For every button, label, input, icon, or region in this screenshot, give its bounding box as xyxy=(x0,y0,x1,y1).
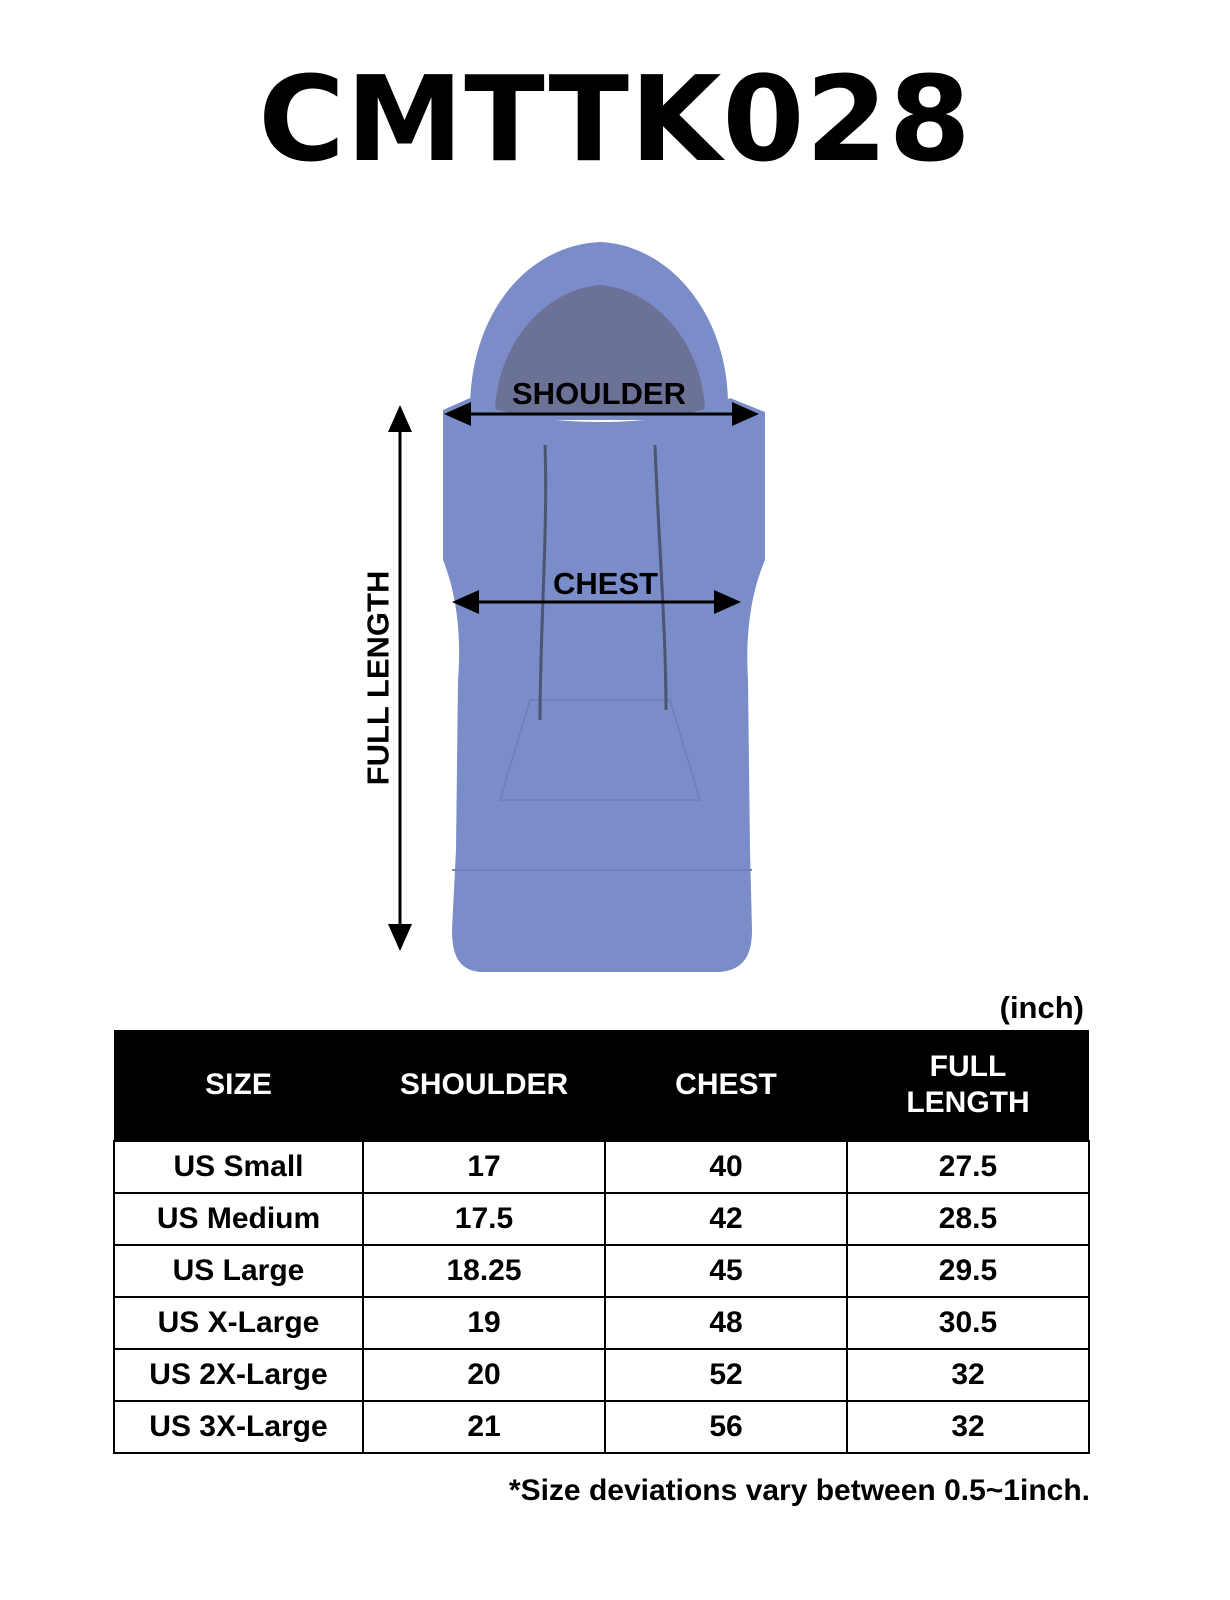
shoulder-cell: 17.5 xyxy=(363,1193,605,1245)
body-shape xyxy=(443,398,765,972)
garment-diagram xyxy=(0,230,1230,990)
table-header-row xyxy=(114,1030,1089,1141)
size-cell: US 3X-Large xyxy=(114,1401,363,1453)
sleeveless-hoodie-image xyxy=(0,230,1230,990)
chest-cell: 52 xyxy=(605,1349,847,1401)
full-length-cell: 29.5 xyxy=(847,1245,1089,1297)
size-cell: US Small xyxy=(114,1141,363,1193)
table-row xyxy=(114,1245,1089,1297)
chest-label: CHEST xyxy=(553,566,659,601)
chest-cell: 42 xyxy=(605,1193,847,1245)
chest-cell: 48 xyxy=(605,1297,847,1349)
shoulder-cell: 21 xyxy=(363,1401,605,1453)
header-chest: CHEST xyxy=(605,1030,847,1141)
size-deviation-footnote: *Size deviations vary between 0.5~1inch. xyxy=(508,1474,1090,1507)
chest-cell: 45 xyxy=(605,1245,847,1297)
table-row xyxy=(114,1141,1089,1193)
size-cell: US Medium xyxy=(114,1193,363,1245)
header-shoulder: SHOULDER xyxy=(363,1030,605,1141)
chest-cell: 56 xyxy=(605,1401,847,1453)
table-row xyxy=(114,1349,1089,1401)
size-cell: US 2X-Large xyxy=(114,1349,363,1401)
full-length-cell: 32 xyxy=(847,1401,1089,1453)
header-size: SIZE xyxy=(114,1030,363,1141)
full-length-cell: 30.5 xyxy=(847,1297,1089,1349)
full-length-cell: 28.5 xyxy=(847,1193,1089,1245)
full-length-cell: 27.5 xyxy=(847,1141,1089,1193)
full-length-cell: 32 xyxy=(847,1349,1089,1401)
size-chart-table xyxy=(113,1030,1090,1454)
shoulder-cell: 20 xyxy=(363,1349,605,1401)
unit-label: (inch) xyxy=(999,990,1084,1025)
size-cell: US X-Large xyxy=(114,1297,363,1349)
product-code-title: CMTTK028 xyxy=(258,50,972,188)
table-row xyxy=(114,1193,1089,1245)
header-full-length: FULL LENGTH xyxy=(847,1030,1089,1141)
shoulder-cell: 19 xyxy=(363,1297,605,1349)
shoulder-cell: 17 xyxy=(363,1141,605,1193)
shoulder-label: SHOULDER xyxy=(512,376,686,411)
size-cell: US Large xyxy=(114,1245,363,1297)
table-row xyxy=(114,1401,1089,1453)
full-length-label: FULL LENGTH xyxy=(360,570,396,786)
chest-cell: 40 xyxy=(605,1141,847,1193)
shoulder-cell: 18.25 xyxy=(363,1245,605,1297)
table-row xyxy=(114,1297,1089,1349)
